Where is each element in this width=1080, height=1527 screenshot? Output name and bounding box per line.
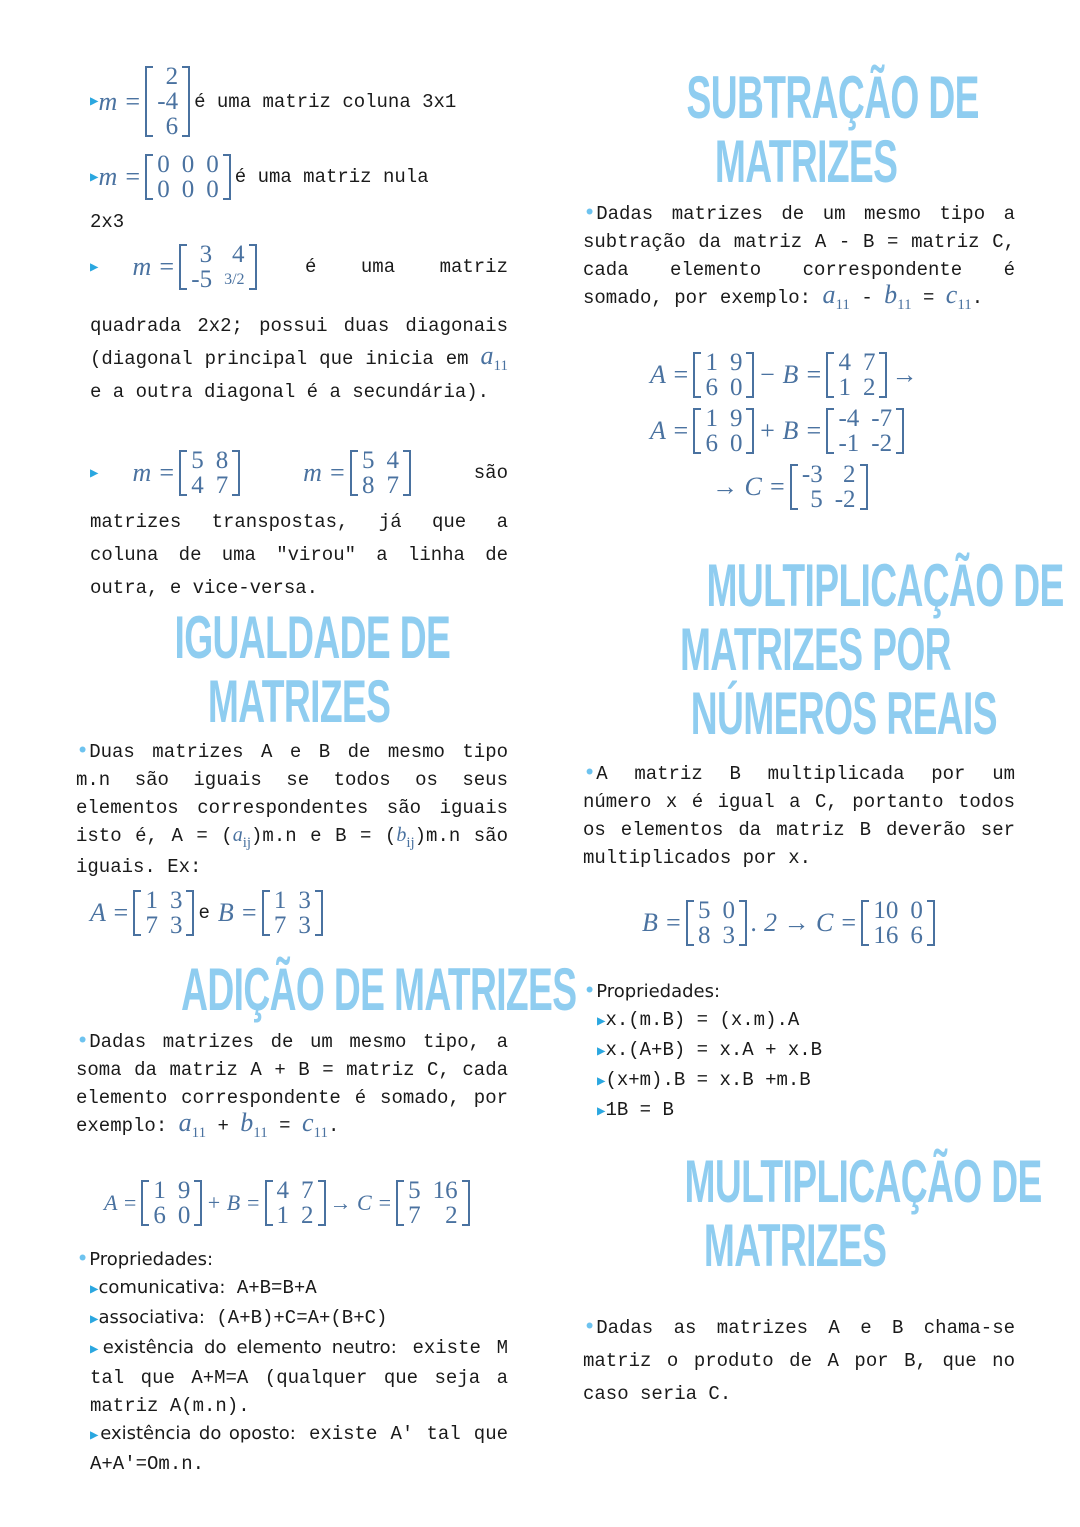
matrix-cell: 9 [729,405,743,432]
subtracao-line-3 [712,462,872,512]
matrix-cell: 5 [810,486,823,513]
subtracao-line-2 [650,406,908,456]
matrix-cell: 6 [705,430,718,457]
igualdade-paragraph: •Duas matrizes A e B de mesmo tipo m.n são iguais se todos os seus elementos correspondentes são iguais isto é, $A = (a_{ij})m.n$ e $B = (b_{ij})m.n$ são iguais. Ex: [76,739,508,878]
matrix [350,448,411,498]
arrow-icon: → [891,360,918,389]
math-op: → C = [712,472,786,501]
math-var: B = [642,908,682,937]
matrix-column [692,898,717,948]
math-var: A = [104,1190,138,1215]
matrix-cell: 10 [873,897,899,924]
adicao-equation [104,1178,474,1228]
matrix-cell: 0 [181,151,195,178]
property-value: x.(A+B) = x.A + x.B [605,1039,823,1061]
heading-adicao: ADIÇÃO DE MATRIZES [181,956,577,1023]
matrix-cell: 16 [873,922,899,949]
matrix-cell: 6 [705,374,718,401]
matrix [145,152,231,202]
property-item [90,1334,508,1420]
multiplicacao-reais-equation [642,898,939,948]
matrix-cell: 3/2 [224,271,245,288]
matrix-cell: 3 [298,887,311,914]
matrix-cell: 2 [301,1202,314,1229]
matrix-cell: 7 [215,472,229,499]
property-name: comunicativa: [98,1277,226,1298]
matrix-column [151,152,176,202]
bullet-dot-icon: • [76,1247,90,1272]
matrix-cell: -4 [838,405,860,432]
math-op: → C = [329,1190,393,1215]
matrix-cell: 7 [862,349,876,376]
matrix-cell: 2 [843,461,856,488]
matrix-cell: 2 [165,63,179,90]
igualdade-equation [90,888,327,938]
matrix-column [295,1178,320,1228]
multiplicacao-reais-paragraph: •A matriz B multiplicada por um número x é igual a C, portanto todos os elementos da matriz B deverão ser multiplicados por x. [583,761,1015,869]
matrix [262,888,323,938]
bullet-arrow-icon: ▶ [597,1104,606,1120]
matrix-column [716,898,741,948]
math-var: m = [98,162,142,191]
multiplicacao-reais-properties: •Propriedades: ▶x.(m.B) = (x.m).A ▶x.(A+B) = x.A + x.B ▶(x+m).B = x.B +m.B ▶1B = B [583,978,1015,1126]
matrix-cell: 9 [729,349,743,376]
matrix-cell: 1 [153,1177,166,1204]
property-name: associativa: [98,1307,205,1328]
matrix-column [218,242,250,292]
text: e a outra diagonal é a secundária). [90,381,490,403]
matrix-cell: 4 [191,472,204,499]
matrix-column [867,898,904,948]
matrix-cell: 0 [181,176,195,203]
matrix-cell: 6 [165,113,179,140]
matrix-cell: 0 [206,151,219,178]
matrix-cell: 7 [273,912,287,939]
heading-igualdade: IGUALDADE DE MATRIZES [174,604,451,735]
bullet-arrow-icon: ▶ [90,94,99,110]
square-matrix-paragraph [90,310,508,409]
matrix-column [185,242,218,292]
matrix-cell: -2 [871,430,893,457]
matrix-cell: 7 [145,912,158,939]
property-value: existe M tal que A+M=A (qualquer que seja a matriz A(m.n). [90,1337,508,1417]
matrix-cell: 4 [276,1177,290,1204]
matrix [686,898,747,948]
matrix-column [356,448,381,498]
matrix-column [176,152,201,202]
text: são [473,462,508,484]
bullet-dot-icon: • [76,739,90,764]
matrix [826,350,887,400]
matrix-cell: 1 [276,1202,290,1229]
matrix-cell: 8 [361,472,375,499]
matrix-cell: 7 [386,472,399,499]
matrix-cell: 8 [215,447,229,474]
math-var: m = [132,252,176,281]
math-op: + B = [206,1190,261,1215]
property-item [597,1066,1015,1096]
matrix-cell: 6 [153,1202,166,1229]
math-var: m = [303,458,346,487]
matrix-column [210,448,235,498]
matrix-cell: 0 [177,1202,191,1229]
matrix-column [796,462,829,512]
matrix-cell: 5 [361,447,375,474]
math-var: m = [98,86,142,116]
bullet-arrow-icon: ▶ [597,1044,606,1060]
matrix-column [292,888,317,938]
bullet-dot-icon: • [583,979,597,1004]
matrix-cell: 2 [862,374,876,401]
matrix-cell: 3 [722,922,735,949]
property-value: A+B=B+A [236,1277,317,1299]
square-matrix-example [90,242,508,292]
text: e [198,902,210,924]
matrix-cell: 3 [169,887,183,914]
matrix-cell: 0 [729,374,743,401]
bullet-arrow-icon: ▶ [90,1282,99,1298]
bullet-arrow-icon: ▶ [90,259,99,276]
bullet-dot-icon: • [583,201,597,226]
matrix-cell: 0 [910,897,923,924]
property-item [597,1006,1015,1036]
text: uma [360,256,396,278]
text: é uma matriz coluna 3x1 [194,90,457,113]
matrix-column [200,152,225,202]
matrix-column [829,462,862,512]
matrix-column [427,1178,464,1228]
matrix [826,406,904,456]
matrix-cell: 3 [169,912,183,939]
adicao-properties: •Propriedades: ▶comunicativa: A+B=B+A ▶associativa: (A+B)+C=A+(B+C) ▶existência do elemento neutro: existe M tal que A+M=A (qualquer que seja a matriz A(m.n). ▶existência do oposto: existe A' tal que A+A'=Om.n. [76,1246,508,1478]
bullet-arrow-icon: ▶ [90,1312,99,1328]
matrix-column [699,350,724,400]
matrix [179,448,240,498]
adicao-paragraph: •Dadas matrizes de um mesmo tipo, a soma da matriz A + B = matriz C, cada elemento correspondente é somado, por exemplo: $a_{11} + b_{11} = c_{11}$. [76,1029,508,1141]
matrix-cell: 4 [386,447,399,474]
matrix-cell: 0 [157,176,170,203]
text: quadrada 2x2; possui duas diagonais (diagonal principal que inicia em [90,315,508,370]
matrix-cell: 0 [157,151,170,178]
matrix-cell: 1 [705,349,718,376]
property-name: existência do oposto: [100,1423,296,1444]
matrix-cell: 3 [298,912,311,939]
matrix-cell: 3 [199,241,213,268]
matrix-cell: 1 [705,405,718,432]
matrix-column [151,64,184,139]
matrix-cell: 6 [910,922,923,949]
math-var: m = [132,458,176,487]
property-item [90,1304,508,1334]
text: matriz [439,256,508,278]
bullet-arrow-icon: ▶ [90,465,99,482]
bullet-dot-icon: • [76,1029,90,1054]
heading-multiplicacao: MULTIPLICAÇÃO DE MATRIZES [684,1148,1042,1279]
matrix-cell: 7 [301,1177,314,1204]
bullet-arrow-icon: ▶ [90,169,99,186]
matrix-cell: -2 [834,486,856,513]
matrix-cell: -1 [838,430,860,457]
matrix-cell: 5 [697,897,711,924]
property-item [90,1420,508,1478]
matrix-cell: 1 [838,374,851,401]
text: é [305,256,317,278]
matrix-column [172,1178,197,1228]
matrix-cell: 7 [408,1202,421,1229]
math-var: B = [217,898,258,927]
matrix-column [185,448,210,498]
math-op: + B = [758,416,823,445]
matrix-column [832,406,865,456]
math-a11: $a_{11}$ [480,341,508,374]
matrix [861,898,935,948]
null-matrix-example [90,152,510,202]
matrix-column [832,350,857,400]
matrix-cell: -5 [191,266,213,293]
transpose-example [90,448,508,498]
matrix [693,406,754,456]
matrix-cell: 1 [273,887,287,914]
subtracao-line-1 [650,350,917,400]
bullet-arrow-icon: ▶ [597,1074,606,1090]
matrix [145,64,190,139]
bullet-arrow-icon: ▶ [597,1014,606,1030]
matrix [179,242,256,292]
math-var: A = [650,360,690,389]
matrix-cell: 5 [191,447,204,474]
heading-multiplicacao-reais: MULTIPLICAÇÃO DE MATRIZES POR NÚMEROS REAIS [680,552,1064,747]
matrix-cell: 5 [408,1177,421,1204]
transpose-paragraph: matrizes transpostas, já que a coluna de uma "virou" a linha de outra, e vice-versa. [90,511,508,599]
property-item [90,1274,508,1304]
matrix-column [164,888,189,938]
bullet-dot-icon: • [583,761,597,786]
bullet-arrow-icon: ▶ [90,1428,101,1444]
matrix-column [402,1178,427,1228]
matrix-cell: 1 [145,887,158,914]
matrix-column [268,888,293,938]
matrix-cell: -3 [801,461,823,488]
matrix-column [271,1178,296,1228]
matrix-cell: -7 [871,405,893,432]
matrix [396,1178,470,1228]
multiplicacao-paragraph: •Dadas as matrizes A e B chama-se matriz o produto de A por B, que no caso seria C. [583,1315,1015,1405]
matrix-column [865,406,898,456]
property-value: (x+m).B = x.B +m.B [605,1069,811,1091]
matrix-cell: -4 [157,88,179,115]
matrix-column [139,888,164,938]
property-value: 1B = B [605,1099,674,1121]
property-value: x.(m.B) = (x.m).A [605,1009,800,1031]
math-var: A = [650,416,690,445]
property-item [597,1036,1015,1066]
property-item [597,1096,1015,1126]
property-value: (A+B)+C=A+(B+C) [216,1307,388,1329]
matrix-column [724,350,749,400]
matrix [141,1178,202,1228]
subtracao-paragraph: •Dadas matrizes de um mesmo tipo a subtração da matriz A - B = matriz C, cada elemento correspondente é somado, por exemplo: $a_{11} - b_{11} = c_{11}$. [583,201,1015,313]
property-value: existe A' tal que A+A'=Om.n. [90,1423,508,1475]
matrix-cell: 0 [722,897,735,924]
matrix [790,462,868,512]
matrix-cell: 9 [177,1177,191,1204]
matrix-cell: 2 [445,1202,458,1229]
math-op: . 2 → C = [750,908,858,937]
matrix-cell: 4 [232,241,245,268]
matrix-cell: 8 [697,922,711,949]
matrix-column [857,350,882,400]
column-matrix-example [90,64,510,139]
matrix-cell: 0 [729,430,743,457]
matrix-column [380,448,405,498]
matrix-column [699,406,724,456]
matrix-column [147,1178,172,1228]
matrix [693,350,754,400]
property-name: existência do elemento neutro: [102,1337,397,1358]
text: é uma matriz nula [234,166,429,188]
matrix-column [904,898,929,948]
matrix [265,1178,326,1228]
bullet-arrow-icon: ▶ [90,1342,103,1358]
math-op: − B = [758,360,823,389]
matrix [133,888,194,938]
matrix-column [724,406,749,456]
heading-subtracao: SUBTRAÇÃO DE MATRIZES [686,64,979,195]
text: 2x3 [90,211,125,233]
bullet-dot-icon: • [583,1315,597,1340]
matrix-cell: 4 [838,349,851,376]
matrix-cell: 0 [206,176,219,203]
math-var: A = [90,898,130,927]
matrix-cell: 16 [432,1177,458,1204]
